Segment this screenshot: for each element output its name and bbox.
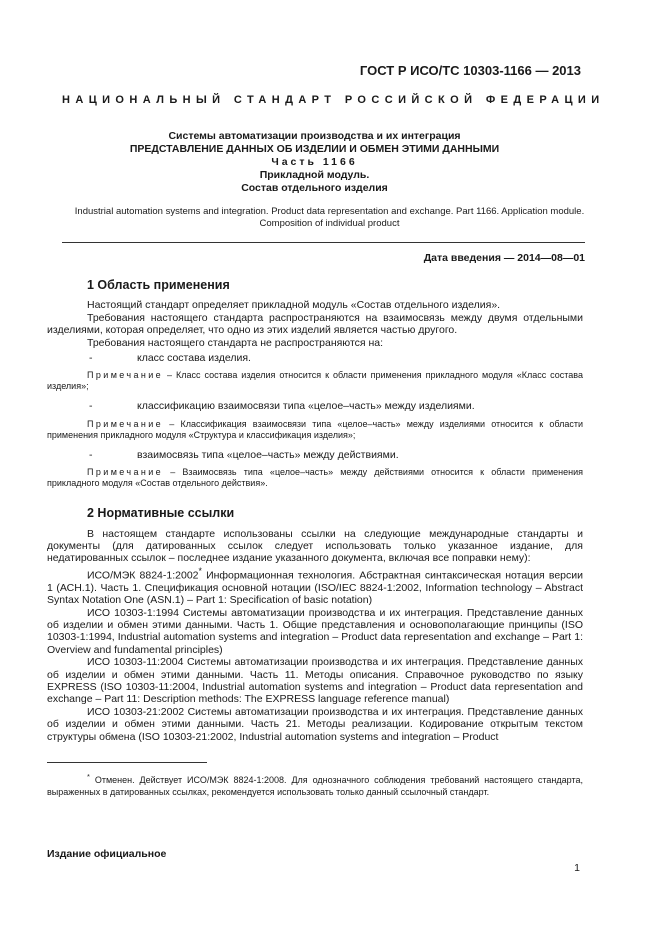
paragraph: Требования настоящего стандарта распространяются на взаимосвязь между двумя отдельными изделиями, которая определяет, что одно из этих изделий является частью другого. [47, 311, 583, 337]
reference-item: ИСО 10303-21:2002 Системы автоматизации производства и их интеграция. Представление данных об изделии и обмен этими данными. Часть 21. Методы реализации. Кодирование открытым текстом структуры обмена (ISO 10303-21:2002, Industrial automation systems and integration – Product [47, 705, 583, 743]
note [47, 419, 583, 441]
note-text: – Классификация взаимосвязи типа «целое–часть» между изделиями относится к области применения прикладного модуля «Структура и классификация изделия»; [47, 418, 583, 440]
paragraph: В настоящем стандарте использованы ссылки на следующие международные стандарты и документы (для датированных ссылок следует использовать только указанное издание, для недатированных ссылок – последнее издание указанного документа, включая все поправки нему): [47, 527, 583, 565]
note [47, 467, 583, 489]
footnote-marker: * [198, 565, 202, 576]
list-item [47, 449, 583, 461]
section-1-heading: 1 Область применения [87, 278, 230, 292]
footnote-mark: * [87, 772, 90, 781]
list-dash: - [89, 352, 93, 365]
list-item-text: классификацию взаимосвязи типа «целое–часть» между изделиями. [137, 400, 475, 413]
page-number: 1 [574, 862, 580, 874]
list-dash: - [89, 400, 93, 413]
official-edition-label: Издание официальное [47, 848, 167, 860]
footnote [47, 771, 583, 798]
note-label: Примечание [87, 418, 164, 429]
list-item-text: класс состава изделия. [137, 352, 251, 365]
national-standard-banner: НАЦИОНАЛЬНЫЙ СТАНДАРТ РОССИЙСКОЙ ФЕДЕРАЦИИ [62, 94, 605, 106]
note-label: Примечание [87, 467, 164, 478]
list-item-text: взаимосвязь типа «целое–часть» между действиями. [137, 448, 399, 461]
note-text: – Класс состава изделия относится к области применения прикладного модуля «Класс состава изделия»; [47, 370, 583, 392]
reference-item: ИСО/МЭК 8824-1:2002* Информационная технология. Абстрактная синтаксическая нотация версии 1 (АСН.1). Часть 1. Спецификация основной нотации (ISO/IEC 8824-1:2002, Information technology – Abstract Syntax Notation One (ASN.1) – Part 1: Specification of basic notation) [47, 565, 583, 607]
footnote-text: Отменен. Действует ИСО/МЭК 8824-1:2008. Для однозначного соблюдения требований настоящего стандарта, выраженных в датированных ссылках, рекомендуется использовать только данный ссылочный стандарт. [47, 775, 583, 797]
english-title: Industrial automation systems and integration. Product data representation and exchange. Part 1166. Application module. Composition of individual product [74, 206, 585, 229]
reference-item: ИСО 10303-1:1994 Системы автоматизации производства и их интеграция. Представление данных об изделии и обмен этими данными. Часть 1. Общие представления и основополагающие принципы (ISO 10303-1:1994, Industrial automation systems and integration – Product data representation and exchange – Part 1: Overview and fundamental principles) [47, 606, 583, 656]
footnote-divider [47, 762, 207, 763]
title-part-number: Часть 1166 [271, 156, 358, 168]
paragraph: Требования настоящего стандарта не распространяются на: [87, 336, 384, 349]
standard-code: ГОСТ Р ИСО/ТС 10303-1166 — 2013 [359, 63, 581, 78]
list-item [47, 400, 583, 412]
title-line-5: Состав отдельного изделия [241, 182, 388, 194]
section-2-heading: 2 Нормативные ссылки [87, 506, 235, 521]
title-line-2: ПРЕДСТАВЛЕНИЕ ДАННЫХ ОБ ИЗДЕЛИИ И ОБМЕН ЭТИМИ ДАННЫМИ [129, 143, 500, 155]
list-item [47, 352, 583, 364]
list-dash: - [89, 448, 93, 461]
note-label: Примечание [87, 370, 164, 381]
note [47, 370, 583, 392]
reference-item: ИСО 10303-11:2004 Системы автоматизации производства и их интеграция. Представление данных об изделии и обмен этими данными. Часть 11. Методы описания. Справочное руководство по языку EXPRESS (ISO 10303-11:2004, Industrial automation systems and integration – Product data representation and exchange – Part 11: Description methods: The EXPRESS language reference manual) [47, 656, 583, 706]
title-line-4: Прикладной модуль. [259, 169, 370, 181]
main-content [47, 279, 583, 743]
title-divider [62, 242, 585, 243]
introduction-date: Дата введения — 2014—08—01 [423, 252, 585, 264]
document-title [62, 130, 567, 195]
title-line-1: Системы автоматизации производства и их интеграция [168, 130, 461, 142]
note-text: – Взаимосвязь типа «целое–часть» между действиями относится к области применения прикладного модуля «Состав отдельного действия». [47, 467, 583, 489]
paragraph: Настоящий стандарт определяет прикладной модуль «Состав отдельного изделия». [87, 299, 501, 312]
